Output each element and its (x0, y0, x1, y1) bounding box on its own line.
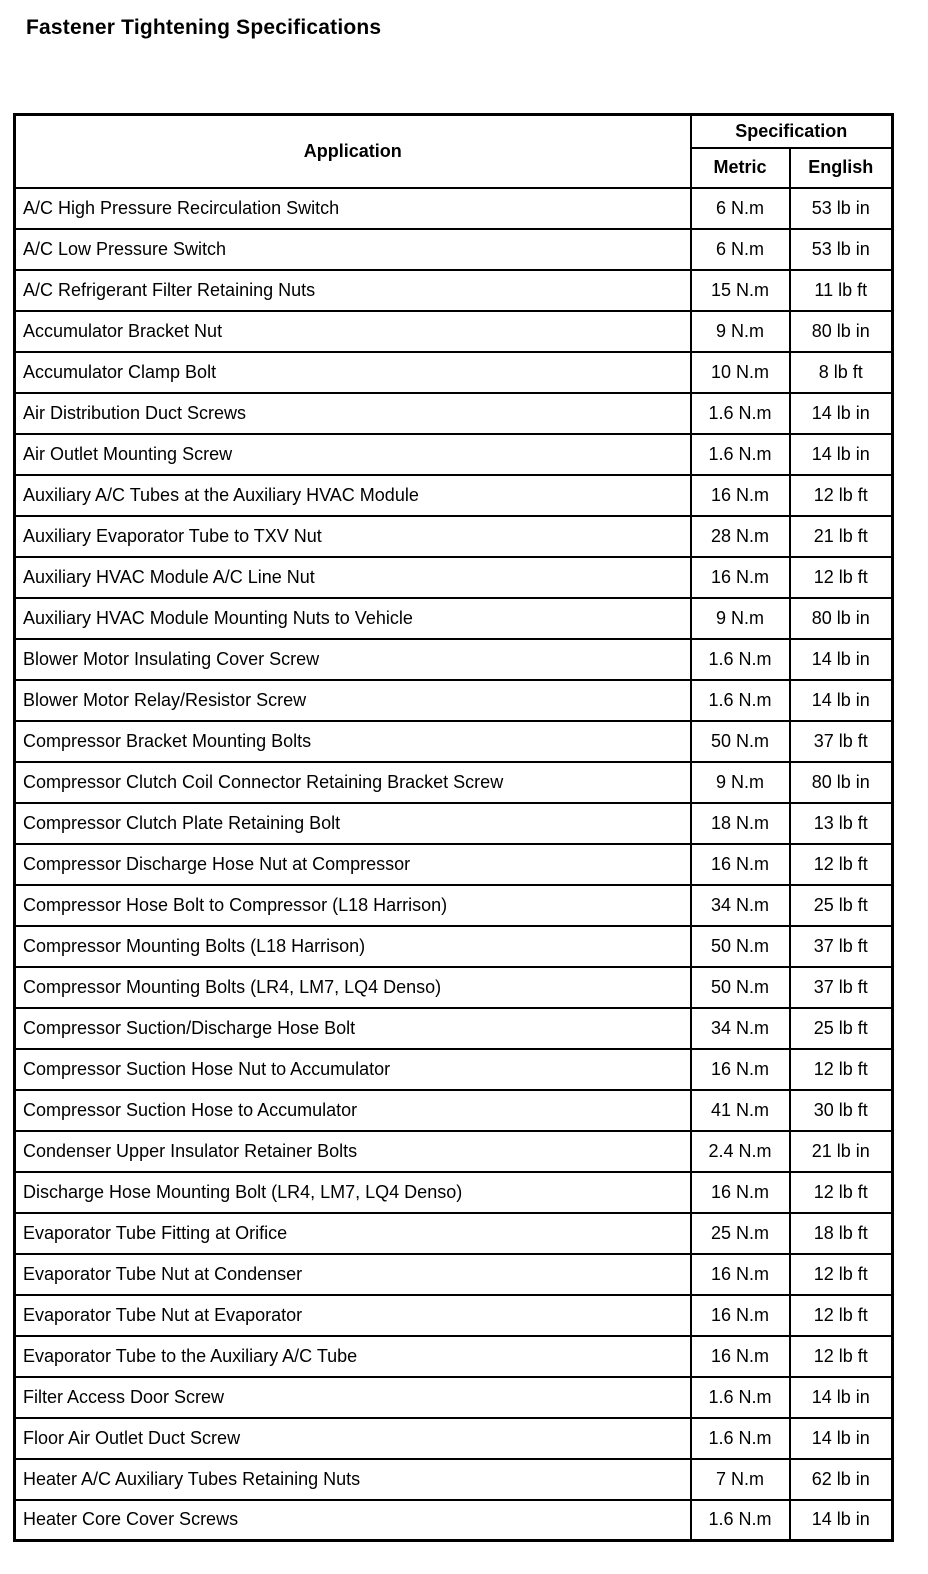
english-cell: 37 lb ft (790, 967, 893, 1008)
application-cell: Compressor Discharge Hose Nut at Compressor (15, 844, 691, 885)
table-row (15, 1459, 893, 1500)
metric-cell: 16 N.m (691, 1254, 790, 1295)
application-cell: Accumulator Bracket Nut (15, 311, 691, 352)
table-row (15, 885, 893, 926)
metric-cell: 25 N.m (691, 1213, 790, 1254)
table-row (15, 1418, 893, 1459)
header-metric: Metric (691, 148, 790, 188)
table-row (15, 803, 893, 844)
application-cell: Evaporator Tube Nut at Condenser (15, 1254, 691, 1295)
table-row (15, 1377, 893, 1418)
metric-cell: 34 N.m (691, 1008, 790, 1049)
application-cell: Air Outlet Mounting Screw (15, 434, 691, 475)
english-cell: 12 lb ft (790, 844, 893, 885)
application-cell: Compressor Clutch Plate Retaining Bolt (15, 803, 691, 844)
english-cell: 37 lb ft (790, 721, 893, 762)
table-row (15, 1008, 893, 1049)
metric-cell: 16 N.m (691, 557, 790, 598)
application-cell: Compressor Mounting Bolts (LR4, LM7, LQ4 Denso) (15, 967, 691, 1008)
table-row (15, 926, 893, 967)
metric-cell: 16 N.m (691, 1172, 790, 1213)
english-cell: 12 lb ft (790, 475, 893, 516)
table-row (15, 352, 893, 393)
header-application: Application (15, 115, 691, 188)
english-cell: 62 lb in (790, 1459, 893, 1500)
metric-cell: 50 N.m (691, 967, 790, 1008)
metric-cell: 16 N.m (691, 844, 790, 885)
application-cell: Heater Core Cover Screws (15, 1500, 691, 1541)
metric-cell: 9 N.m (691, 762, 790, 803)
metric-cell: 9 N.m (691, 598, 790, 639)
table-row (15, 393, 893, 434)
table-row (15, 516, 893, 557)
application-cell: Compressor Suction/Discharge Hose Bolt (15, 1008, 691, 1049)
application-cell: Heater A/C Auxiliary Tubes Retaining Nuts (15, 1459, 691, 1500)
table-row (15, 762, 893, 803)
table-row (15, 1213, 893, 1254)
table-row (15, 967, 893, 1008)
table-row (15, 229, 893, 270)
english-cell: 12 lb ft (790, 1336, 893, 1377)
application-cell: Compressor Bracket Mounting Bolts (15, 721, 691, 762)
metric-cell: 9 N.m (691, 311, 790, 352)
header-specification: Specification (691, 115, 893, 148)
application-cell: Compressor Hose Bolt to Compressor (L18 Harrison) (15, 885, 691, 926)
metric-cell: 1.6 N.m (691, 680, 790, 721)
application-cell: Filter Access Door Screw (15, 1377, 691, 1418)
table-row (15, 680, 893, 721)
english-cell: 18 lb ft (790, 1213, 893, 1254)
application-cell: Floor Air Outlet Duct Screw (15, 1418, 691, 1459)
metric-cell: 18 N.m (691, 803, 790, 844)
english-cell: 25 lb ft (790, 885, 893, 926)
table-row (15, 639, 893, 680)
metric-cell: 7 N.m (691, 1459, 790, 1500)
table-row (15, 475, 893, 516)
table-row (15, 1049, 893, 1090)
metric-cell: 1.6 N.m (691, 639, 790, 680)
metric-cell: 6 N.m (691, 188, 790, 229)
fastener-spec-table (13, 113, 894, 1542)
metric-cell: 50 N.m (691, 721, 790, 762)
table-row (15, 721, 893, 762)
english-cell: 14 lb in (790, 393, 893, 434)
english-cell: 14 lb in (790, 680, 893, 721)
table-row (15, 1254, 893, 1295)
application-cell: Evaporator Tube Nut at Evaporator (15, 1295, 691, 1336)
metric-cell: 1.6 N.m (691, 1500, 790, 1541)
application-cell: Evaporator Tube Fitting at Orifice (15, 1213, 691, 1254)
application-cell: Auxiliary A/C Tubes at the Auxiliary HVAC Module (15, 475, 691, 516)
english-cell: 11 lb ft (790, 270, 893, 311)
metric-cell: 6 N.m (691, 229, 790, 270)
page-title: Fastener Tightening Specifications (26, 16, 382, 39)
table-row (15, 1090, 893, 1131)
english-cell: 12 lb ft (790, 557, 893, 598)
application-cell: Air Distribution Duct Screws (15, 393, 691, 434)
application-cell: Auxiliary HVAC Module A/C Line Nut (15, 557, 691, 598)
english-cell: 14 lb in (790, 639, 893, 680)
spec-table-body (15, 188, 893, 1541)
english-cell: 12 lb ft (790, 1172, 893, 1213)
application-cell: Condenser Upper Insulator Retainer Bolts (15, 1131, 691, 1172)
application-cell: A/C Refrigerant Filter Retaining Nuts (15, 270, 691, 311)
metric-cell: 50 N.m (691, 926, 790, 967)
english-cell: 14 lb in (790, 434, 893, 475)
table-row (15, 270, 893, 311)
metric-cell: 16 N.m (691, 1295, 790, 1336)
english-cell: 21 lb in (790, 1131, 893, 1172)
application-cell: Compressor Suction Hose Nut to Accumulator (15, 1049, 691, 1090)
application-cell: Evaporator Tube to the Auxiliary A/C Tube (15, 1336, 691, 1377)
english-cell: 12 lb ft (790, 1295, 893, 1336)
table-row (15, 1131, 893, 1172)
application-cell: Compressor Mounting Bolts (L18 Harrison) (15, 926, 691, 967)
application-cell: Auxiliary HVAC Module Mounting Nuts to Vehicle (15, 598, 691, 639)
metric-cell: 34 N.m (691, 885, 790, 926)
table-row (15, 1172, 893, 1213)
english-cell: 37 lb ft (790, 926, 893, 967)
table-header (15, 115, 893, 188)
english-cell: 12 lb ft (790, 1049, 893, 1090)
english-cell: 14 lb in (790, 1377, 893, 1418)
application-cell: Discharge Hose Mounting Bolt (LR4, LM7, LQ4 Denso) (15, 1172, 691, 1213)
table-row (15, 434, 893, 475)
application-cell: Compressor Suction Hose to Accumulator (15, 1090, 691, 1131)
table-row (15, 1500, 893, 1541)
english-cell: 80 lb in (790, 598, 893, 639)
english-cell: 53 lb in (790, 229, 893, 270)
english-cell: 25 lb ft (790, 1008, 893, 1049)
application-cell: A/C High Pressure Recirculation Switch (15, 188, 691, 229)
application-cell: Blower Motor Insulating Cover Screw (15, 639, 691, 680)
application-cell: Blower Motor Relay/Resistor Screw (15, 680, 691, 721)
metric-cell: 1.6 N.m (691, 1418, 790, 1459)
metric-cell: 10 N.m (691, 352, 790, 393)
english-cell: 21 lb ft (790, 516, 893, 557)
metric-cell: 41 N.m (691, 1090, 790, 1131)
table-row (15, 1295, 893, 1336)
english-cell: 12 lb ft (790, 1254, 893, 1295)
metric-cell: 1.6 N.m (691, 1377, 790, 1418)
english-cell: 13 lb ft (790, 803, 893, 844)
table-row (15, 557, 893, 598)
metric-cell: 2.4 N.m (691, 1131, 790, 1172)
metric-cell: 1.6 N.m (691, 434, 790, 475)
metric-cell: 1.6 N.m (691, 393, 790, 434)
english-cell: 80 lb in (790, 311, 893, 352)
table-row (15, 1336, 893, 1377)
english-cell: 80 lb in (790, 762, 893, 803)
english-cell: 53 lb in (790, 188, 893, 229)
english-cell: 30 lb ft (790, 1090, 893, 1131)
metric-cell: 16 N.m (691, 1049, 790, 1090)
english-cell: 8 lb ft (790, 352, 893, 393)
header-english: English (790, 148, 893, 188)
table-row (15, 188, 893, 229)
application-cell: Accumulator Clamp Bolt (15, 352, 691, 393)
metric-cell: 16 N.m (691, 1336, 790, 1377)
english-cell: 14 lb in (790, 1500, 893, 1541)
english-cell: 14 lb in (790, 1418, 893, 1459)
metric-cell: 16 N.m (691, 475, 790, 516)
table-row (15, 598, 893, 639)
application-cell: Auxiliary Evaporator Tube to TXV Nut (15, 516, 691, 557)
metric-cell: 15 N.m (691, 270, 790, 311)
application-cell: A/C Low Pressure Switch (15, 229, 691, 270)
application-cell: Compressor Clutch Coil Connector Retaining Bracket Screw (15, 762, 691, 803)
metric-cell: 28 N.m (691, 516, 790, 557)
table-row (15, 311, 893, 352)
table-row (15, 844, 893, 885)
